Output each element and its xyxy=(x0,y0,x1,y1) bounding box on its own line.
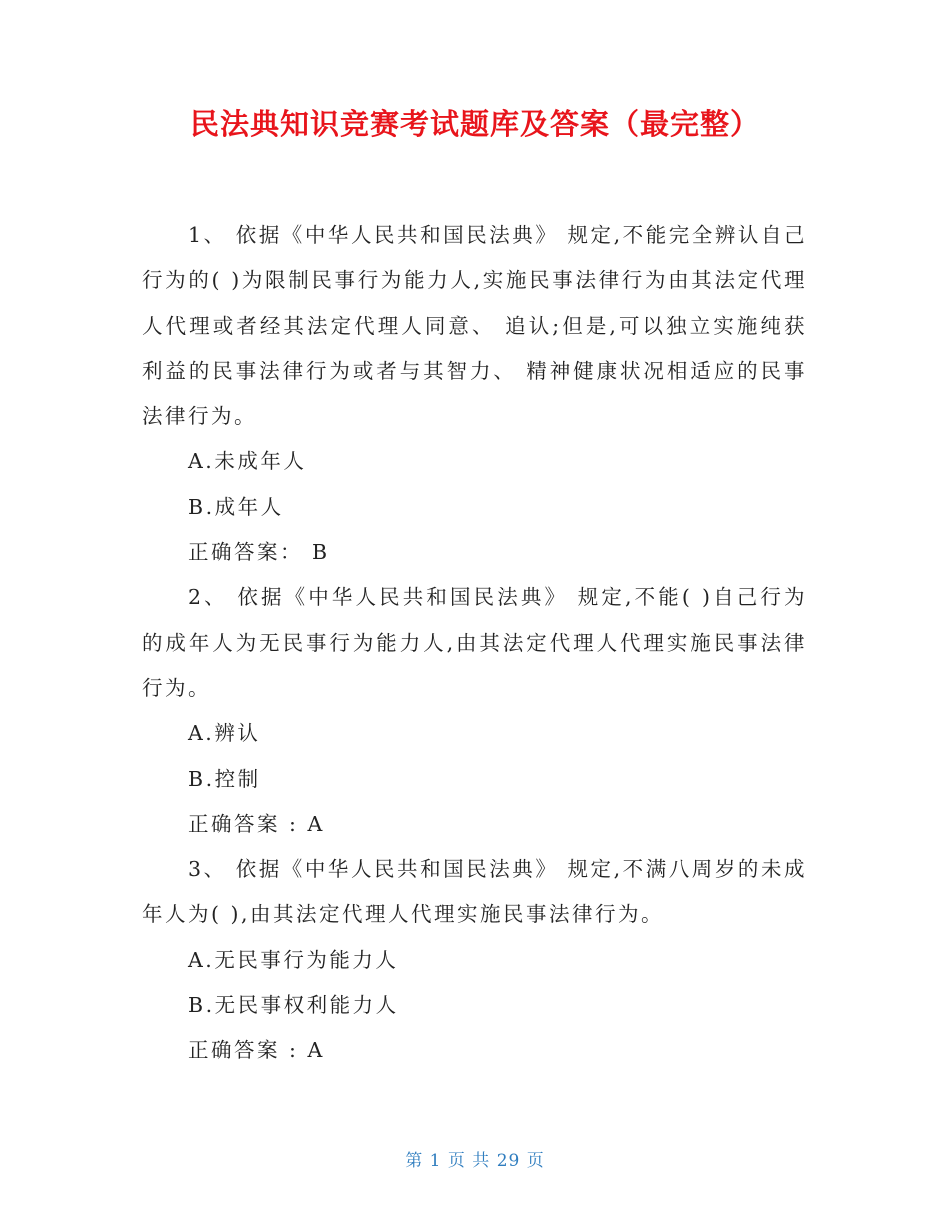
correct-answer: 正确答案 : A xyxy=(188,811,325,836)
correct-answer: 正确答案 : A xyxy=(188,1038,325,1063)
option-b: B.无民事权利能力人 xyxy=(188,993,399,1018)
document-title: 民法典知识竞赛考试题库及答案（最完整） xyxy=(189,107,760,141)
question-block xyxy=(142,847,807,1073)
page-number-footer: 第 1 页 共 29 页 xyxy=(405,1151,545,1171)
question-block xyxy=(142,575,807,847)
option-b: B.成年人 xyxy=(188,494,284,519)
correct-answer: 正确答案： B xyxy=(188,540,330,565)
option-b: B.控制 xyxy=(188,766,261,791)
question-block xyxy=(142,213,807,575)
option-a: A.辨认 xyxy=(188,721,261,746)
question-stem: 3、 依据《中华人民共和国民法典》 规定,不满八周岁的未成年人为( ),由其法定代理人代理实施民事法律行为。 xyxy=(142,857,807,927)
option-a: A.无民事行为能力人 xyxy=(188,947,399,972)
question-stem: 1、 依据《中华人民共和国民法典》 规定,不能完全辨认自己行为的( )为限制民事行为能力人,实施民事法律行为由其法定代理人代理或者经其法定代理人同意、 追认;但是,可以独立实施纯获利益的民事法律行为或者与其智力、 精神健康状况相适应的民事法律行为。 xyxy=(142,223,807,429)
option-a: A.未成年人 xyxy=(188,449,307,474)
question-stem: 2、 依据《中华人民共和国民法典》 规定,不能( )自己行为的成年人为无民事行为能力人,由其法定代理人代理实施民事法律行为。 xyxy=(142,585,807,700)
document-body xyxy=(142,213,807,1074)
